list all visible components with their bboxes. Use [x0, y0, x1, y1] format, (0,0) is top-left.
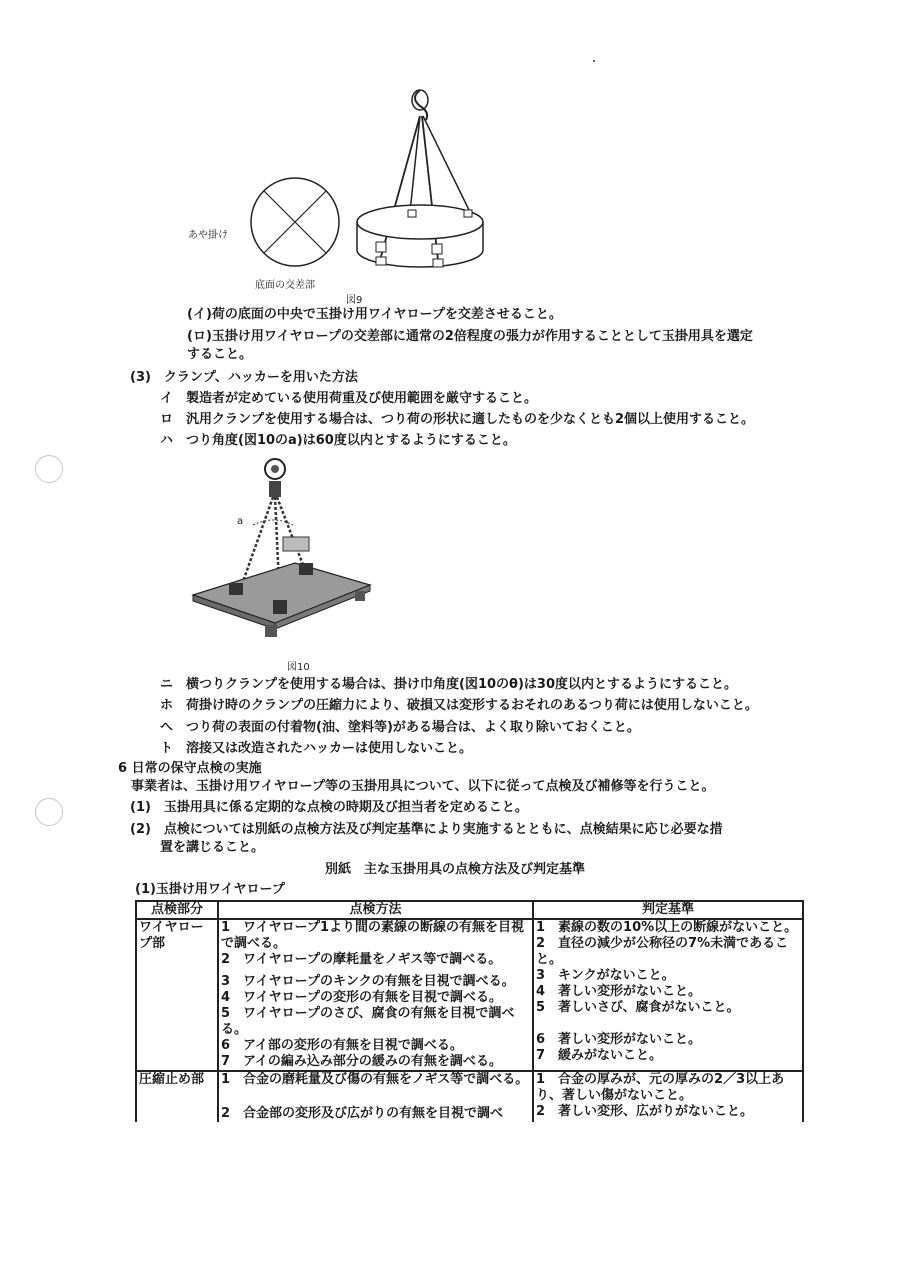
- fig9-note-i: (イ)荷の底面の中央で玉掛け用ワイヤロープを交差させること。: [187, 307, 562, 322]
- figure-10-illustration: [185, 455, 385, 645]
- table-row: [136, 1071, 803, 1122]
- section-6-item-2a: (2) 点検については別紙の点検方法及び判定基準により実施するとともに、点検結果に応じ必要な措: [130, 822, 723, 837]
- criteria-text: 7 緩みがないこと。: [536, 1048, 663, 1063]
- speck: [593, 60, 595, 62]
- criteria-text: 1 素線の数の10%以上の断線がないこと。: [536, 920, 798, 935]
- criteria-cell: [533, 919, 803, 1071]
- figure-9-illustration: [180, 82, 520, 282]
- criteria-text: 3 キンクがないこと。: [536, 968, 675, 983]
- fig9-note-ro-2: すること。: [187, 347, 253, 362]
- annex-title: 別紙 主な玉掛用具の点検方法及び判定基準: [325, 862, 586, 877]
- inspection-table: [135, 900, 804, 1122]
- section-6-item-1: (1) 玉掛用具に係る定期的な点検の時期及び担当者を定めること。: [130, 800, 528, 815]
- hook-icon: [415, 90, 427, 120]
- fig9-aya-label: あや掛け: [188, 230, 228, 241]
- criteria-text: 6 著しい変形がないこと。: [536, 1032, 702, 1047]
- method-text: 6 アイ部の変形の有無を目視で調べる。: [221, 1038, 463, 1053]
- sling-line: [423, 116, 470, 212]
- criteria-text: 1 合金の厚みが、元の厚みの2／3以上あり、著しい傷がないこと。: [536, 1072, 785, 1103]
- fig9-bottom-label: 底面の交差部: [255, 280, 315, 291]
- section-6-title: 6 日常の保守点検の実施: [118, 761, 262, 776]
- section-3-item-to: ト 溶接又は改造されたハッカーは使用しないこと。: [160, 741, 473, 756]
- punch-hole-top: [35, 455, 63, 483]
- part-cell: ワイヤロープ部: [136, 919, 218, 1071]
- punch-hole-bottom: [35, 798, 63, 826]
- section-3-item-ha: ハ つり角度(図10のa)は60度以内とするようにすること。: [160, 433, 516, 448]
- fig10-caption: 図10: [287, 662, 310, 673]
- method-text: 1 ワイヤロープ1より間の素線の断線の有無を目視で調べる。: [221, 920, 525, 951]
- table-title: (1)玉掛け用ワイヤロープ: [135, 882, 285, 897]
- method-text: 4 ワイヤロープの変形の有無を目視で調べる。: [221, 990, 503, 1005]
- part-cell: 圧縮止め部: [136, 1071, 218, 1122]
- method-text: 2 ワイヤロープの摩耗量をノギス等で調べる。: [221, 952, 502, 967]
- criteria-text: 5 著しいさび、腐食がないこと。: [536, 1000, 740, 1015]
- section-3-title: (3) クランプ、ハッカーを用いた方法: [130, 370, 358, 385]
- criteria-text: 2 著しい変形、広がりがないこと。: [536, 1104, 754, 1119]
- method-text: 7 アイの編み込み部分の緩みの有無を調べる。: [221, 1054, 502, 1069]
- table-header-row: [136, 901, 803, 919]
- fig9-note-ro-1: (ロ)玉掛け用ワイヤロープの交差部に通常の2倍程度の張力が作用することとして玉掛用具を選定: [187, 329, 753, 344]
- chain-line: [277, 497, 305, 570]
- header-criteria: 判定基準: [533, 901, 803, 919]
- fig9-caption: 図9: [346, 295, 363, 306]
- method-cell: [218, 1071, 533, 1122]
- method-text: 3 ワイヤロープのキンクの有無を目視で調べる。: [221, 974, 515, 989]
- fig10-angle-label: a: [237, 516, 244, 527]
- method-text: 1 合金の磨耗量及び傷の有無をノギス等で調べる。: [221, 1072, 529, 1087]
- method-cell: [218, 919, 533, 1071]
- section-3-item-i: イ 製造者が定めている使用荷重及び使用範囲を厳守すること。: [160, 391, 538, 406]
- section-3-item-ro: ロ 汎用クランプを使用する場合は、つり荷の形状に適したものを少なくとも2個以上使用すること。: [160, 412, 755, 427]
- header-part: 点検部分: [136, 901, 218, 919]
- header-method: 点検方法: [218, 901, 533, 919]
- section-6-intro: 事業者は、玉掛け用ワイヤロープ等の玉掛用具について、以下に従って点検及び補修等を行うこと。: [131, 779, 715, 794]
- section-3-item-he: へ つり荷の表面の付着物(油、塗料等)がある場合は、よく取り除いておくこと。: [160, 720, 640, 735]
- criteria-text: 4 著しい変形がないこと。: [536, 984, 702, 999]
- section-6-item-2b: 置を講じること。: [160, 840, 265, 855]
- method-text: 2 合金部の変形及び広がりの有無を目視で調べ: [221, 1106, 504, 1121]
- criteria-cell: [533, 1071, 803, 1122]
- section-3-item-ni: ニ 横つりクランプを使用する場合は、掛け巾角度(図10のθ)は30度以内とするようにすること。: [160, 677, 737, 692]
- table-row: [136, 919, 803, 1071]
- criteria-text: 2 直径の減少が公称径の7%未満であること。: [536, 936, 789, 967]
- method-text: 5 ワイヤロープのさび、腐食の有無を目視で調べる。: [221, 1006, 515, 1037]
- sling-line: [410, 116, 420, 212]
- section-3-item-ho: ホ 荷掛け時のクランプの圧縮力により、破損又は変形するおそれのあるつり荷には使用しないこと。: [160, 698, 758, 713]
